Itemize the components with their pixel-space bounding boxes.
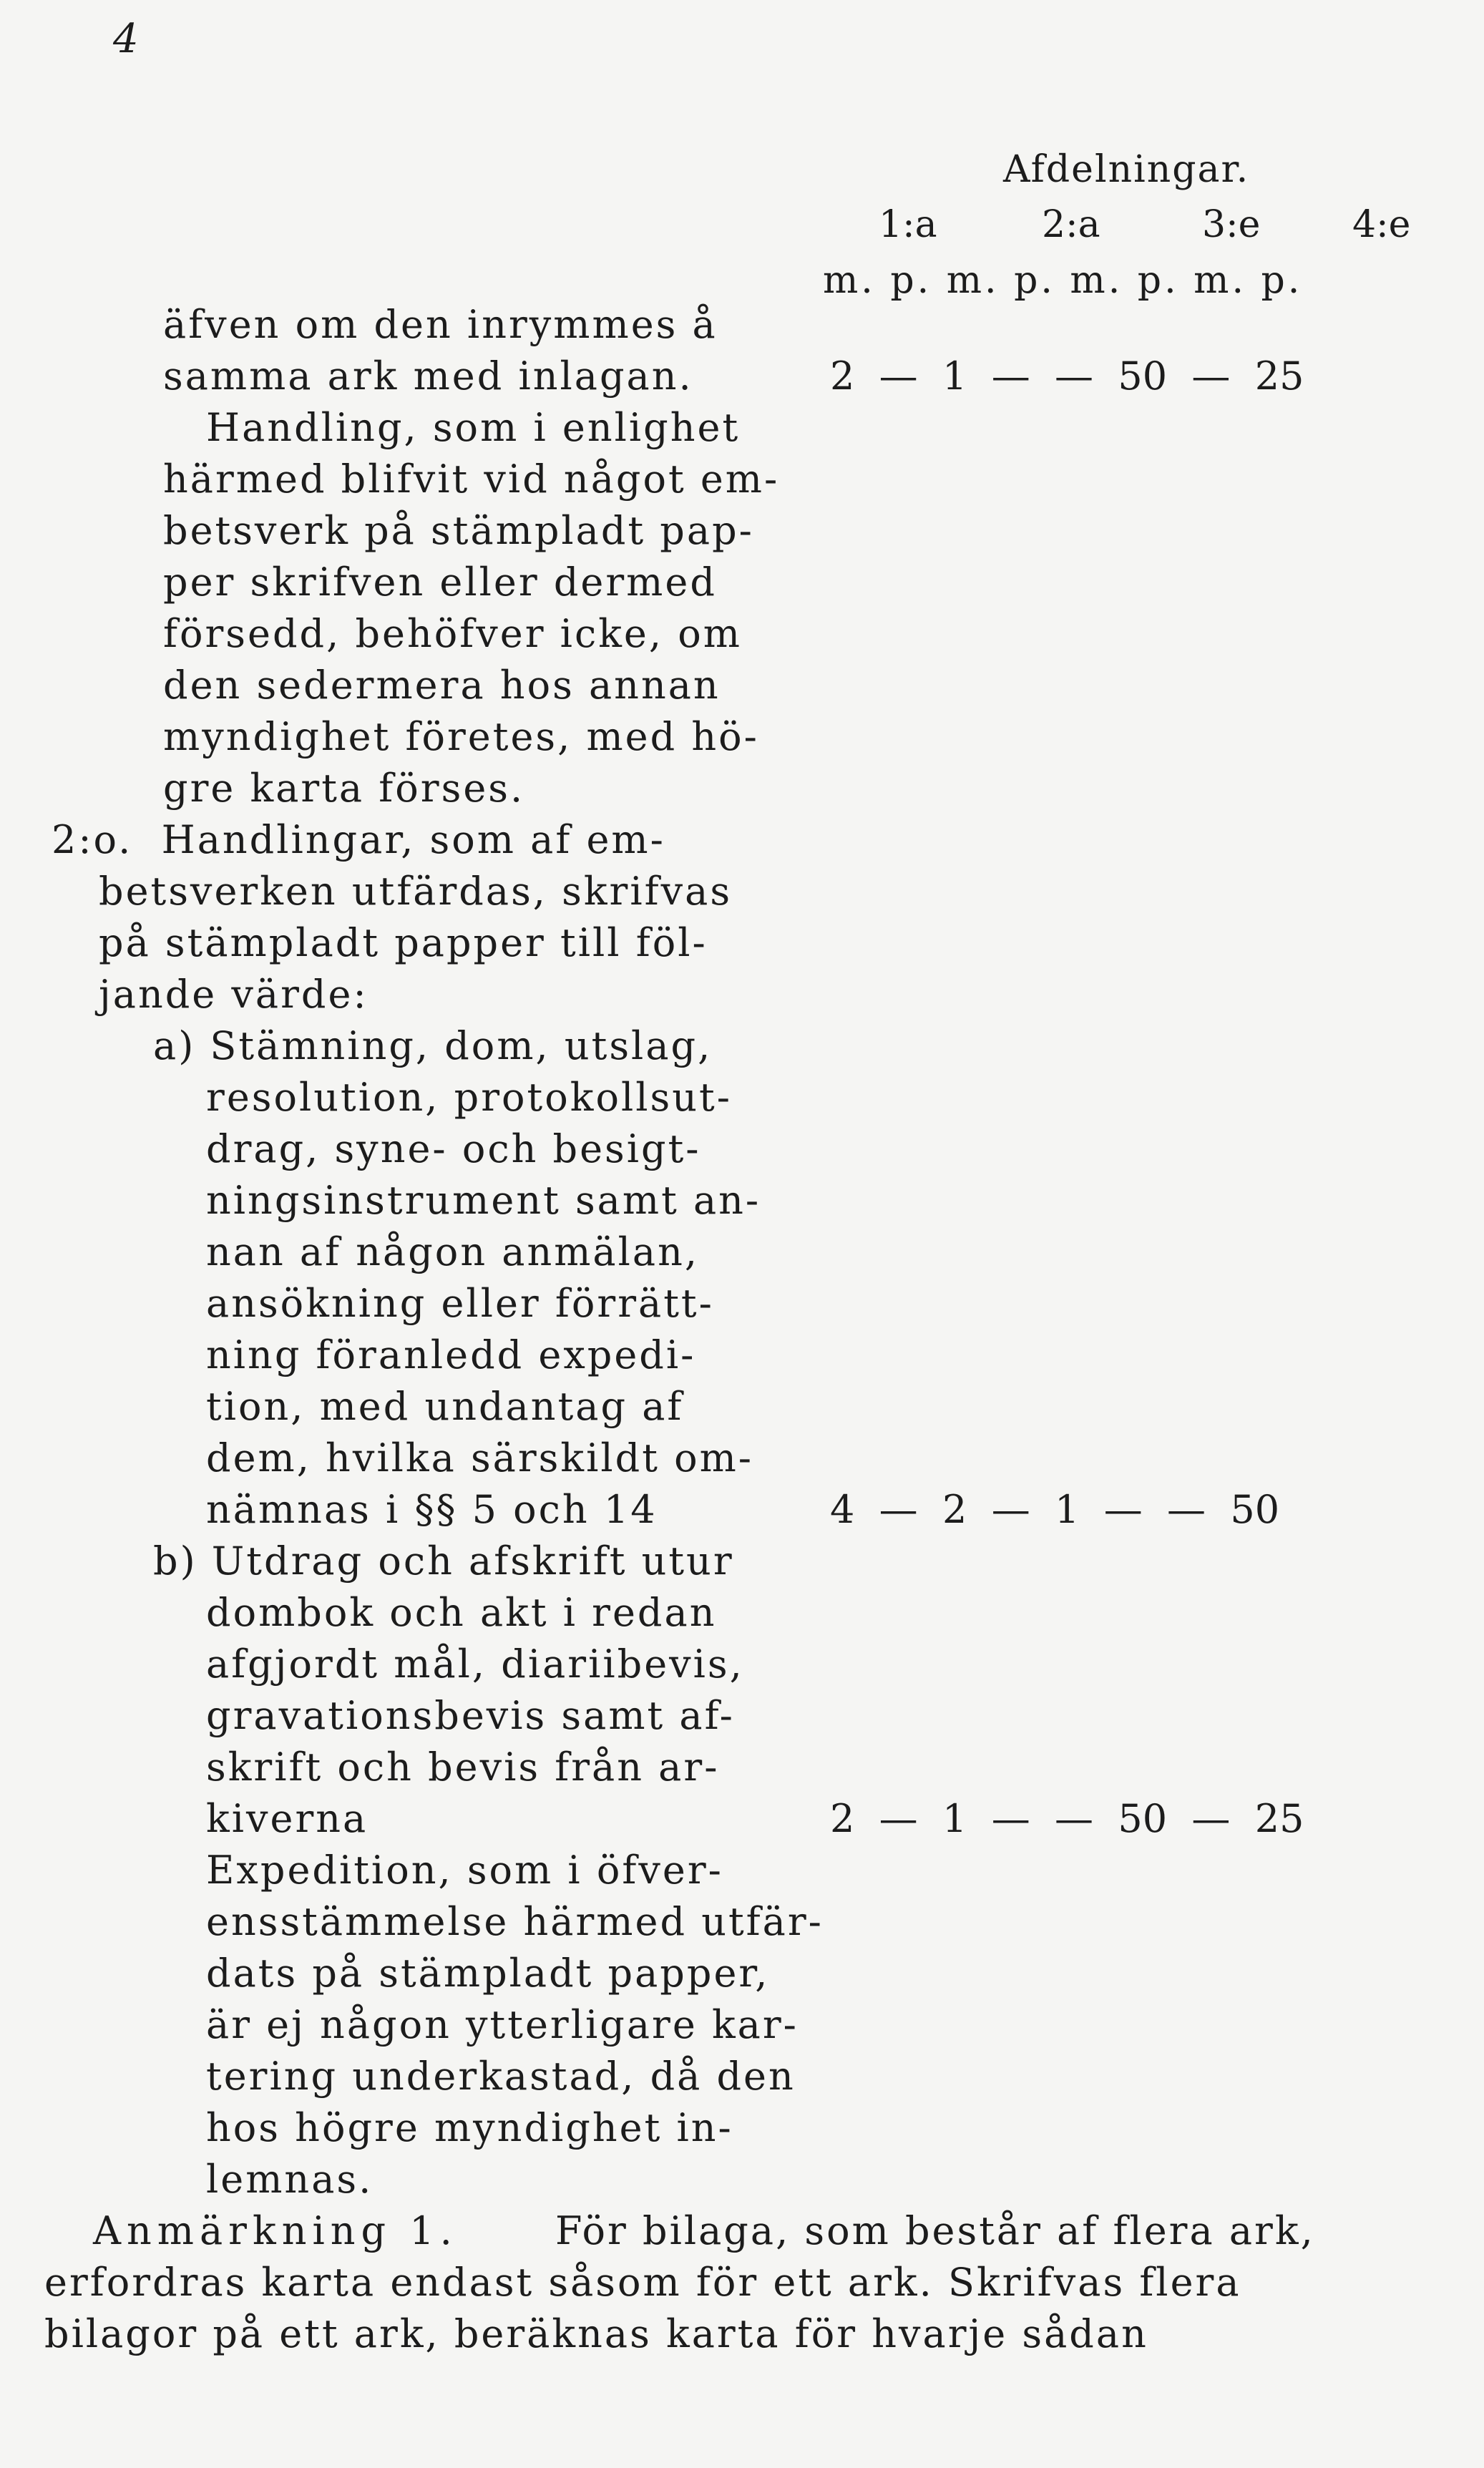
text-line: ningsinstrument samt an- [206,1178,761,1223]
text-line: per skrifven eller dermed [163,560,717,605]
text-line: a) Stämning, dom, utslag, [153,1023,713,1068]
note-label: Anmärkning 1. [93,2208,458,2253]
text-line: gravationsbevis samt af- [206,1693,735,1738]
text-line: äfven om den inrymmes å [163,302,718,347]
page-number: 4 [113,16,139,62]
text-line: betsverken utfärdas, skrifvas [99,869,733,914]
text-line: ensstämmelse härmed utfär- [206,1899,824,1944]
text-line: tering underkastad, då den [206,2054,796,2099]
column-label-4: 4:e [1352,203,1411,246]
text-line: 2:o. Handlingar, som af em- [52,817,665,862]
text-line: hos högre myndighet in- [206,2105,733,2150]
text-line: den sedermera hos annan [163,663,721,708]
column-label-1: 1:a [879,203,937,246]
text-line: kiverna [206,1796,368,1841]
fee-values-row: 2 — 1 — — 50 — 25 [830,1796,1304,1841]
text-line: dombok och akt i redan [206,1590,717,1635]
text-line: Expedition, som i öfver- [206,1848,723,1893]
text-line: skrift och bevis från ar- [206,1745,720,1790]
text-line: lemnas. [206,2157,374,2202]
fee-values-row: 4 — 2 — 1 — — 50 [830,1487,1280,1532]
text-line: tion, med undantag af [206,1384,684,1429]
text-line: jande värde: [99,972,368,1017]
text-line: ning föranledd expedi- [206,1332,696,1377]
text-line: myndighet företes, med hö- [163,714,759,759]
text-line: b) Utdrag och afskrift utur [153,1538,734,1584]
text-line: på stämpladt papper till föl- [99,920,708,965]
note-line: erfordras karta endast såsom för ett ark. Skrifvas flera [44,2260,1241,2305]
text-line: nan af någon anmälan, [206,1229,700,1274]
text-line: är ej någon ytterligare kar- [206,2002,799,2047]
column-units: m. p. m. p. m. p. m. p. [823,259,1303,302]
text-line: resolution, protokollsut- [206,1075,732,1120]
text-line: dats på stämpladt papper, [206,1951,770,1996]
text-line: afgjordt mål, diariibevis, [206,1642,744,1687]
text-line: försedd, behöfver icke, om [163,611,742,656]
text-line: Handling, som i enlighet [206,405,741,450]
text-line: ansökning eller förrätt- [206,1281,714,1326]
fee-values-row: 2 — 1 — — 50 — 25 [830,353,1304,399]
text-line: betsverk på stämpladt pap- [163,508,754,553]
text-line: gre karta förses. [163,766,525,811]
columns-title: Afdelningar. [1003,148,1250,191]
text-line: samma ark med inlagan. [163,353,693,399]
column-label-3: 3:e [1202,203,1261,246]
text-line: nämnas i §§ 5 och 14 [206,1487,658,1532]
note-line: bilagor på ett ark, beräknas karta för hvarje sådan [44,2311,1148,2356]
note-line: För bilaga, som består af flera ark, [555,2208,1315,2253]
text-line: drag, syne- och besigt- [206,1126,701,1171]
text-line: dem, hvilka särskildt om- [206,1435,754,1481]
column-label-2: 2:a [1042,203,1100,246]
text-line: härmed blifvit vid något em- [163,457,780,502]
